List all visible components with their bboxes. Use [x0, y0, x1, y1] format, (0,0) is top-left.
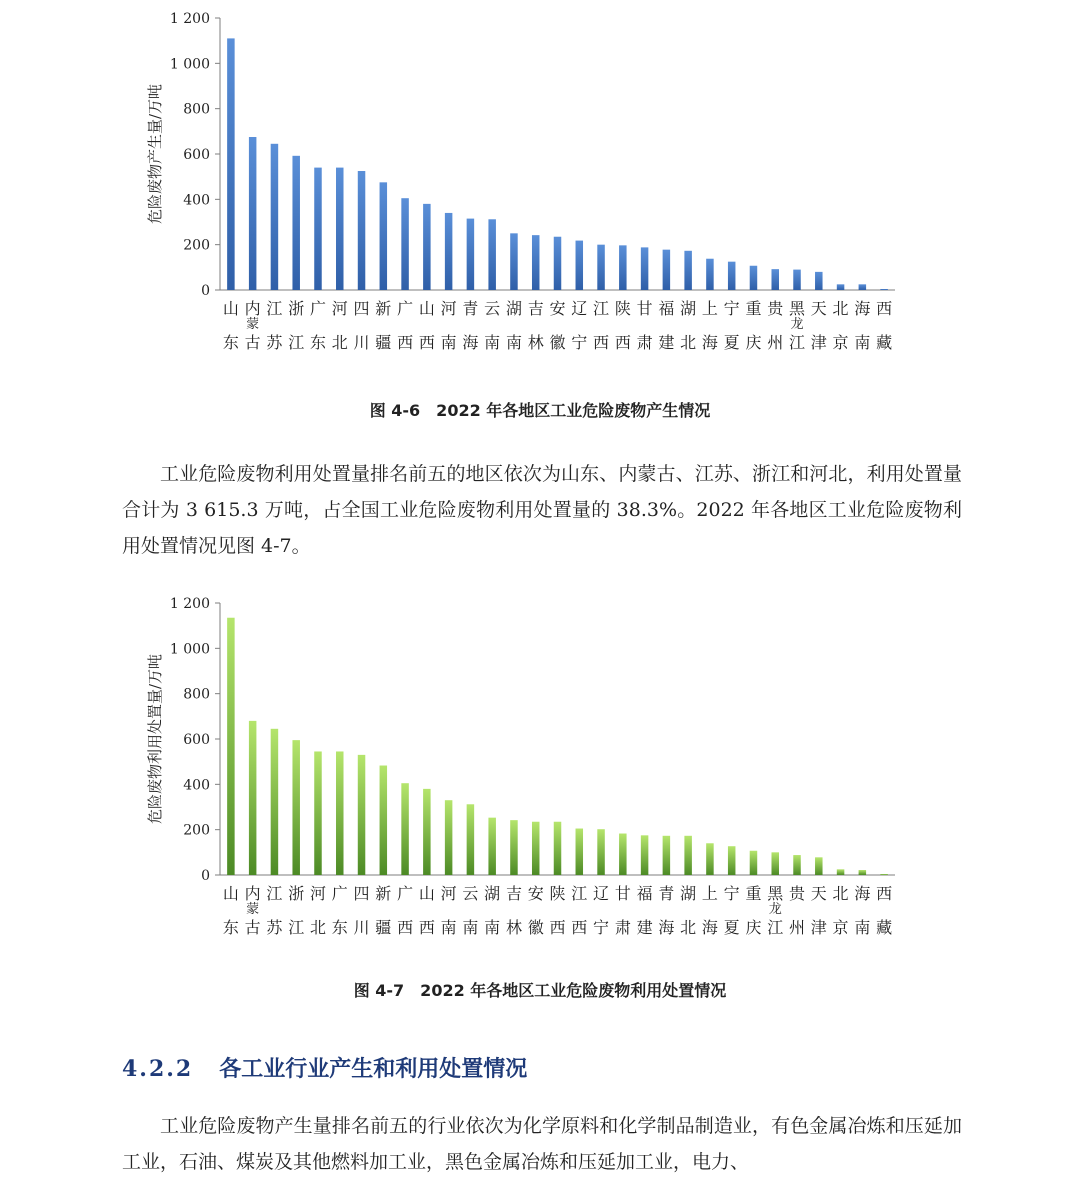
x-category-label: 江苏: [266, 884, 283, 937]
bar: [445, 800, 453, 875]
y-tick-label: 1 200: [169, 11, 210, 27]
x-category-label: 上海: [701, 299, 718, 352]
bar: [663, 250, 671, 290]
chart-hazardous-waste-utilization: [0, 585, 1080, 955]
x-category-label: 宁夏: [723, 884, 740, 937]
x-category-label: 青海: [462, 299, 479, 352]
x-category-label: 甘肃: [636, 299, 653, 352]
bar: [336, 168, 344, 290]
bar: [401, 198, 409, 290]
bar: [227, 38, 235, 290]
bar: [793, 855, 801, 875]
bar: [271, 144, 279, 290]
y-tick-label: 600: [183, 732, 210, 748]
bar: [750, 266, 758, 290]
x-category-label: 山东: [222, 884, 239, 937]
x-category-label: 江西: [571, 884, 588, 937]
x-category-label: 浙江: [288, 884, 305, 937]
x-category-label: 湖南: [484, 884, 501, 937]
bar: [380, 766, 388, 875]
y-tick-label: 200: [183, 822, 210, 839]
x-category-label: 山西: [418, 299, 435, 352]
bar: [423, 204, 431, 290]
bar: [837, 869, 845, 875]
paragraph-industry-ranking: [122, 1108, 962, 1180]
bar: [510, 233, 518, 290]
bar: [619, 834, 627, 875]
x-category-label: 福建: [636, 884, 653, 937]
paragraph-text: 工业危险废物产生量排名前五的行业依次为化学原料和化学制品制造业，有色金属冶炼和压延加工业，石油、煤炭及其他燃料加工业，黑色金属冶炼和压延加工业，电力、: [122, 1115, 962, 1173]
bar: [532, 235, 540, 290]
x-category-label: 浙江: [288, 299, 305, 352]
bar: [576, 829, 584, 875]
x-category-label: 青海: [658, 884, 675, 937]
bar: [576, 241, 584, 290]
x-category-label: 西藏: [876, 299, 893, 352]
bar: [292, 156, 300, 290]
x-category-label: 江西: [593, 299, 610, 352]
x-category-label: 海南: [854, 884, 871, 937]
x-category-label: 天津: [810, 299, 827, 352]
bar-chart-utilization: [0, 585, 1080, 955]
x-category-label: 宁夏: [723, 299, 740, 352]
bar: [510, 820, 518, 875]
bar: [597, 829, 605, 875]
x-category-label: 重庆: [745, 884, 762, 937]
y-tick-label: 400: [183, 777, 210, 794]
bar: [728, 846, 736, 875]
section-number: 4.2.2: [122, 1056, 194, 1082]
x-category-label: 四川: [353, 884, 370, 937]
bar: [467, 219, 475, 290]
y-tick-label: 800: [183, 101, 210, 118]
bar: [336, 751, 344, 875]
x-category-label: 陕西: [549, 884, 566, 937]
y-tick-label: 400: [183, 192, 210, 209]
bar: [292, 740, 300, 875]
bar: [771, 852, 779, 875]
bar: [771, 269, 779, 290]
x-category-label: 山西: [418, 884, 435, 937]
x-category-label: 广西: [397, 299, 414, 352]
bar: [641, 247, 649, 290]
x-category-label: 广东: [309, 299, 326, 352]
x-category-label: 山东: [222, 299, 239, 352]
bar: [750, 851, 758, 875]
bar: [597, 245, 605, 290]
x-category-label: 北京: [832, 884, 849, 937]
x-category-label: 甘肃: [614, 884, 631, 937]
bar: [837, 284, 845, 290]
bar: [488, 818, 496, 875]
x-category-label: 湖南: [505, 299, 522, 352]
y-tick-label: 1 000: [169, 56, 210, 73]
bar: [706, 259, 714, 290]
x-category-label: 上海: [701, 884, 718, 937]
bar: [859, 870, 867, 875]
bar: [380, 182, 388, 290]
x-category-label: 重庆: [745, 299, 762, 352]
x-category-label: 湖北: [680, 884, 697, 937]
x-category-label: 福建: [658, 299, 675, 352]
bar: [358, 171, 366, 290]
x-category-label: 辽宁: [593, 884, 610, 937]
bar: [619, 245, 627, 290]
chart-hazardous-waste-generation: [0, 0, 1080, 370]
y-axis-label: 危险废物产生量/万吨: [146, 83, 164, 225]
bar-chart-generation: [0, 0, 1080, 370]
bar: [445, 213, 453, 290]
bar: [249, 137, 257, 290]
x-category-label: 广西: [397, 884, 414, 937]
y-tick-label: 800: [183, 686, 210, 703]
x-category-label: 内蒙古: [244, 299, 261, 352]
x-category-label: 贵州: [767, 299, 784, 352]
x-category-label: 天津: [810, 884, 827, 937]
x-category-label: 贵州: [789, 884, 806, 937]
bar: [663, 836, 671, 875]
x-category-label: 陕西: [614, 299, 631, 352]
x-category-label: 湖北: [680, 299, 697, 352]
bar: [880, 874, 888, 875]
bar: [227, 618, 235, 875]
x-category-label: 西藏: [876, 884, 893, 937]
x-category-label: 云南: [462, 884, 479, 937]
figure-caption-4-7: 图 4-7 2022 年各地区工业危险废物利用处置情况: [353, 981, 727, 1000]
x-category-label: 北京: [832, 299, 849, 352]
x-category-label: 河南: [440, 299, 457, 352]
bar: [401, 783, 409, 875]
bar: [314, 751, 322, 875]
bar: [532, 822, 540, 875]
x-category-label: 辽宁: [571, 299, 588, 352]
figure-caption-4-6: 图 4-6 2022 年各地区工业危险废物产生情况: [369, 401, 711, 420]
x-category-label: 广东: [331, 884, 348, 937]
y-tick-label: 200: [183, 237, 210, 254]
bar: [815, 857, 823, 875]
bar: [793, 270, 801, 290]
section-heading: [122, 1052, 527, 1083]
bar: [488, 219, 496, 290]
x-category-label: 河北: [309, 884, 326, 937]
x-category-label: 吉林: [505, 884, 522, 937]
y-tick-label: 0: [201, 868, 210, 884]
bar: [815, 272, 823, 290]
bar: [554, 237, 562, 290]
bar: [684, 836, 692, 875]
bar: [423, 789, 431, 875]
paragraph-utilization-summary: [122, 456, 962, 564]
x-category-label: 安徽: [527, 884, 544, 937]
y-tick-label: 1 200: [169, 596, 210, 612]
y-tick-label: 0: [201, 283, 210, 299]
y-tick-label: 600: [183, 147, 210, 163]
x-category-label: 安徽: [549, 299, 566, 352]
x-category-label: 海南: [854, 299, 871, 352]
x-category-label: 江苏: [266, 299, 283, 352]
bar: [684, 251, 692, 290]
x-category-label: 四川: [353, 299, 370, 352]
bar: [641, 835, 649, 875]
x-category-label: 河南: [440, 884, 457, 937]
bar: [706, 843, 714, 875]
x-category-label: 河北: [331, 299, 348, 352]
x-category-label: 新疆: [375, 884, 392, 937]
paragraph-text: 工业危险废物利用处置量排名前五的地区依次为山东、内蒙古、江苏、浙江和河北，利用处置量合计为 3 615.3 万吨，占全国工业危险废物利用处置量的 38.3%。2022 年各地区工业危险废物利用处置情况见图 4-7。: [122, 463, 962, 557]
x-category-label: 新疆: [375, 299, 392, 352]
x-category-label: 黑龙江: [789, 299, 806, 352]
bar: [728, 262, 736, 290]
bar: [554, 822, 562, 875]
x-category-label: 云南: [484, 299, 501, 352]
section-title: 各工业行业产生和利用处置情况: [219, 1056, 528, 1082]
bar: [314, 168, 322, 290]
y-axis-label: 危险废物利用处置量/万吨: [146, 653, 164, 825]
bar: [271, 729, 279, 875]
x-category-label: 黑龙江: [767, 884, 784, 937]
bar: [859, 284, 867, 290]
bar: [467, 804, 475, 875]
x-category-label: 吉林: [527, 299, 544, 352]
x-category-label: 内蒙古: [244, 884, 261, 937]
bar: [880, 289, 888, 290]
bar: [358, 755, 366, 875]
y-tick-label: 1 000: [169, 641, 210, 658]
bar: [249, 721, 257, 875]
